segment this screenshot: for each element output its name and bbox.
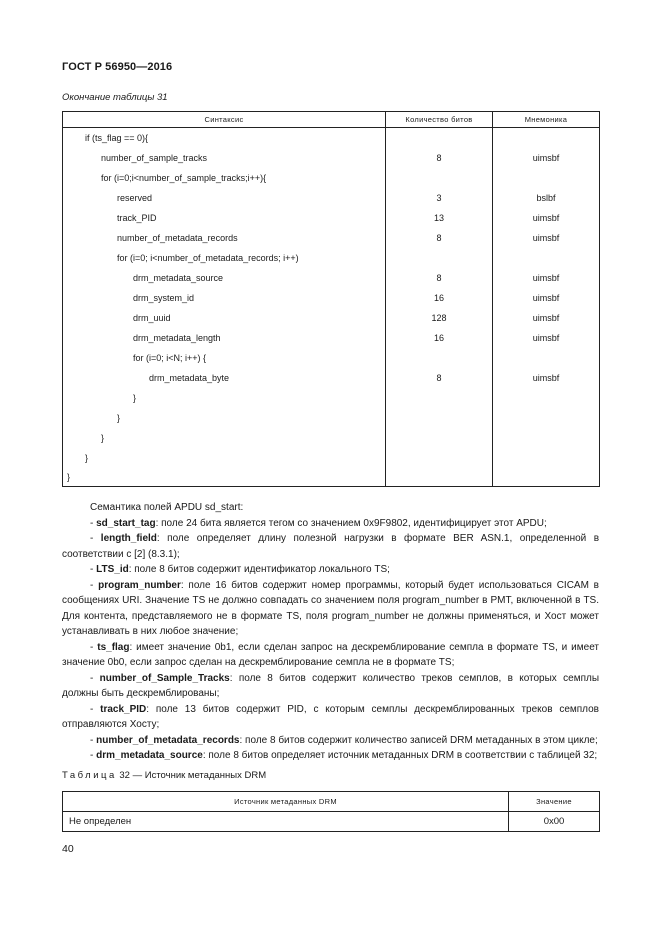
table-row (63, 408, 600, 428)
document-header: ГОСТ Р 56950—2016 (62, 61, 173, 73)
field-description: : поле 8 битов определяет источник метаданных DRM в соответствии с таблицей 32; (202, 750, 598, 761)
field-description: : поле 8 битов содержит идентификатор локального TS; (128, 564, 390, 575)
mnemonic-cell: uimsbf (493, 268, 600, 288)
field-description: : поле 16 битов содержит номер программы, который будет использоваться CICAM в сообщениях URI. Значение TS не должно совпадать со значением поля program_number в PMT, включенной в TS. Для контента, представляемого не в формате TS, поля program_number не должны применяться, и Хост может устанавливать в них любое значение; (62, 579, 599, 637)
syntax-cell: drm_system_id (63, 288, 386, 308)
table-row (63, 308, 600, 328)
table-row (63, 468, 600, 487)
semantics-intro: Семантика полей APDU sd_start: (90, 502, 244, 513)
table-row (63, 428, 600, 448)
source-cell: Не определен (63, 812, 509, 832)
bits-cell: 8 (386, 148, 493, 168)
mnemonic-cell: uimsbf (493, 148, 600, 168)
table-row (63, 812, 600, 832)
syntax-cell: for (i=0; i<N; i++) { (63, 348, 386, 368)
field-description: : поле 13 битов содержит PID, с которым семплы дескремблированных треков семплов отправляются Хосту; (62, 703, 599, 730)
field-description: : поле 24 бита является тегом со значением 0x9F9802, идентифицирует этот APDU; (155, 517, 547, 529)
column-header-syntax: Синтаксис (63, 112, 386, 128)
mnemonic-cell: uimsbf (493, 368, 600, 388)
bits-cell (386, 428, 493, 448)
semantics-item: - sd_start_tag: поле 24 бита является тегом со значением 0x9F9802, идентифицирует этот APDU; (90, 517, 547, 529)
column-header-mnemonic: Мнемоника (493, 112, 600, 128)
mnemonic-cell: bslbf (493, 188, 600, 208)
field-term: drm_metadata_source (96, 750, 203, 761)
table-31-header-row (63, 112, 600, 128)
mnemonic-cell: uimsbf (493, 208, 600, 228)
syntax-cell: drm_metadata_length (63, 328, 386, 348)
bits-cell (386, 448, 493, 468)
bits-cell (386, 408, 493, 428)
semantics-item: - ts_flag: имеет значение 0b1, если сделан запрос на дескремблирование семпла в формате TS, и имеет значение 0b0, если запрос сделан на дескремблирование семпла не в формате TS; (62, 641, 600, 668)
syntax-cell: } (63, 468, 386, 487)
bits-cell: 8 (386, 368, 493, 388)
field-term: LTS_id (96, 564, 129, 575)
syntax-cell: } (63, 408, 386, 428)
table-row (63, 268, 600, 288)
bits-cell: 8 (386, 268, 493, 288)
field-term: program_number (98, 579, 181, 591)
table-row (63, 208, 600, 228)
field-term: track_PID (100, 703, 147, 715)
table-32-caption-title: 32 — Источник метаданных DRM (116, 770, 267, 781)
syntax-cell: drm_metadata_source (63, 268, 386, 288)
field-term: number_of_metadata_records (96, 734, 240, 746)
mnemonic-cell (493, 448, 600, 468)
syntax-cell: if (ts_flag == 0){ (63, 128, 386, 149)
table-32-caption-label: Таблица (62, 770, 117, 781)
bits-cell (386, 468, 493, 487)
field-term: length_field (100, 533, 157, 544)
mnemonic-cell (493, 388, 600, 408)
syntax-cell: drm_uuid (63, 308, 386, 328)
column-header-bits: Количество битов (386, 112, 493, 128)
table-32-caption (62, 770, 266, 781)
mnemonic-cell (493, 408, 600, 428)
table-row (63, 348, 600, 368)
semantics-item: - track_PID: поле 13 битов содержит PID, с которым семплы дескремблированных треков семплов отправляются Хосту; (62, 703, 599, 730)
bits-cell: 8 (386, 228, 493, 248)
mnemonic-cell (493, 348, 600, 368)
mnemonic-cell: uimsbf (493, 288, 600, 308)
syntax-cell: for (i=0; i<number_of_metadata_records; i++) (63, 248, 386, 268)
table-row (63, 228, 600, 248)
syntax-cell: } (63, 428, 386, 448)
table-row (63, 328, 600, 348)
bits-cell (386, 388, 493, 408)
field-description: : поле определяет длину полезной нагрузки в формате BER ASN.1, определенной в соответствии с [2] (8.3.1); (62, 533, 600, 560)
mnemonic-cell (493, 428, 600, 448)
table-row (63, 248, 600, 268)
bits-cell: 3 (386, 188, 493, 208)
semantics-section (62, 500, 599, 764)
syntax-cell: number_of_sample_tracks (63, 148, 386, 168)
table-row (63, 128, 600, 149)
field-description: : поле 8 битов содержит количество треков семплов, в которых семплы должны быть дескремблированы; (62, 672, 600, 699)
bits-cell: 128 (386, 308, 493, 328)
bits-cell (386, 168, 493, 188)
syntax-cell: number_of_metadata_records (63, 228, 386, 248)
semantics-item: - LTS_id: поле 8 битов содержит идентификатор локального TS; (90, 564, 390, 575)
bits-cell: 13 (386, 208, 493, 228)
table-row (63, 368, 600, 388)
mnemonic-cell (493, 248, 600, 268)
bits-cell: 16 (386, 328, 493, 348)
table-row (63, 168, 600, 188)
field-term: sd_start_tag (96, 517, 156, 529)
mnemonic-cell (493, 128, 600, 149)
field-term: ts_flag (97, 641, 130, 653)
mnemonic-cell (493, 168, 600, 188)
mnemonic-cell: uimsbf (493, 308, 600, 328)
bits-cell (386, 128, 493, 149)
semantics-item: - length_field: поле определяет длину полезной нагрузки в формате BER ASN.1, определенной в соответствии с [2] (8.3.1); (62, 533, 600, 560)
field-term: number_of_Sample_Tracks (99, 672, 230, 684)
table-31-caption: Окончание таблицы 31 (62, 92, 168, 103)
table-31 (62, 111, 600, 487)
bits-cell (386, 348, 493, 368)
field-description: : имеет значение 0b1, если сделан запрос на дескремблирование семпла в формате TS, и имеет значение 0b0, если запрос сделан на дескремблирование семпла не в формате TS; (62, 641, 600, 668)
column-header-source: Источник метаданных DRM (63, 792, 509, 812)
semantics-item: - drm_metadata_source: поле 8 битов определяет источник метаданных DRM в соответствии с таблицей 32; (90, 750, 598, 761)
syntax-cell: reserved (63, 188, 386, 208)
field-description: : поле 8 битов содержит количество записей DRM метаданных в этом цикле; (239, 734, 598, 746)
syntax-cell: } (63, 388, 386, 408)
semantics-item: - number_of_metadata_records: поле 8 битов содержит количество записей DRM метаданных в этом цикле; (90, 734, 598, 746)
syntax-cell: } (63, 448, 386, 468)
mnemonic-cell (493, 468, 600, 487)
syntax-cell: track_PID (63, 208, 386, 228)
syntax-cell: for (i=0;i<number_of_sample_tracks;i++){ (63, 168, 386, 188)
value-cell: 0x00 (509, 812, 600, 832)
bits-cell: 16 (386, 288, 493, 308)
page-number: 40 (62, 843, 74, 855)
semantics-item: - program_number: поле 16 битов содержит номер программы, который будет использоваться CICAM в сообщениях URI. Значение TS не должно совпадать со значением поля program_number в PMT, включенной в TS. Для контента, представляемого не в формате TS, поля program_number не должны применяться, и Хост может устанавливать в них любое значение; (62, 579, 599, 637)
table-row (63, 188, 600, 208)
table-row (63, 148, 600, 168)
semantics-item: - number_of_Sample_Tracks: поле 8 битов содержит количество треков семплов, в которых семплы должны быть дескремблированы; (62, 672, 600, 699)
table-32-header-row (63, 792, 600, 812)
table-row (63, 388, 600, 408)
column-header-value: Значение (509, 792, 600, 812)
mnemonic-cell: uimsbf (493, 328, 600, 348)
table-row (63, 288, 600, 308)
table-32 (62, 791, 600, 832)
mnemonic-cell: uimsbf (493, 228, 600, 248)
syntax-cell: drm_metadata_byte (63, 368, 386, 388)
bits-cell (386, 248, 493, 268)
table-row (63, 448, 600, 468)
